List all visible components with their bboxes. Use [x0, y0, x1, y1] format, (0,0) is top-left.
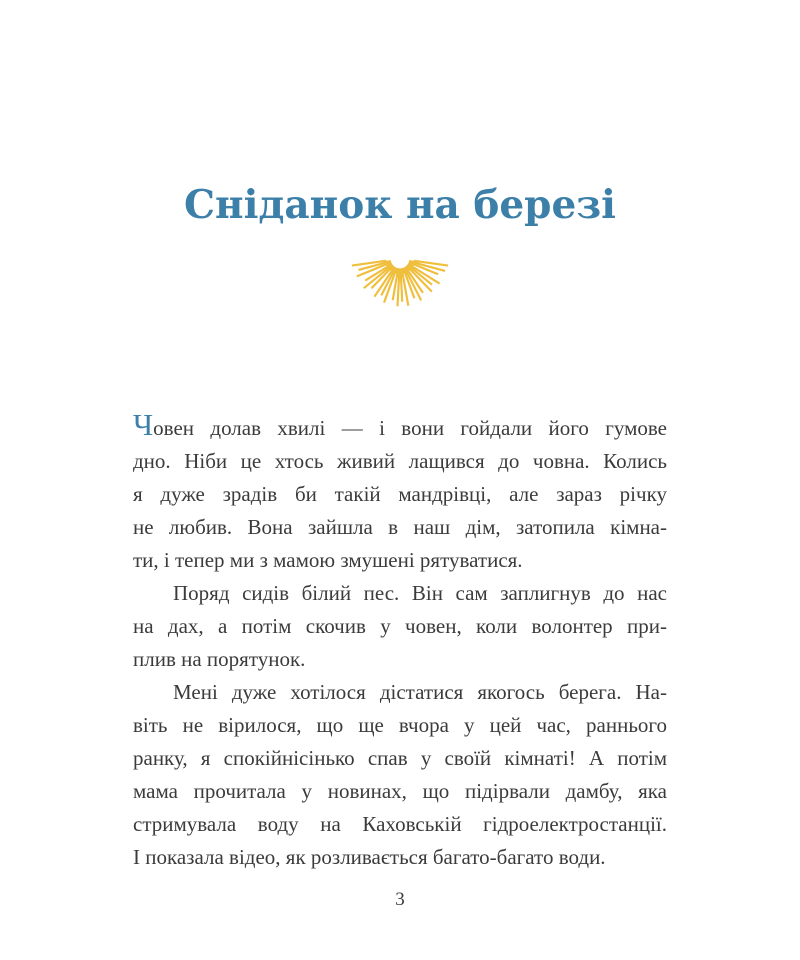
text-line: я дуже зрадів би такій мандрівці, але зараз річку [133, 482, 667, 506]
text-line: віть не вірилося, що ще вчора у цей час, раннього [133, 713, 667, 737]
text-line: Мені дуже хотілося дістатися якогось берега. На- [173, 680, 667, 704]
text-line: стримувала воду на Каховській гідроелектростанції. [133, 812, 667, 836]
story-paragraph [133, 407, 667, 577]
text-line: І показала відео, як розливається багато-багато води. [133, 845, 606, 869]
text-line: Човен долав хвилі — і вони гойдали його гумове [133, 407, 667, 442]
sun-rays-icon [344, 256, 456, 312]
text-line: плив на порятунок. [133, 647, 306, 671]
initial-letter: Ч [133, 407, 154, 442]
story-paragraph [133, 676, 667, 874]
text-line: на дах, а потім скочив у човен, коли волонтер при- [133, 614, 667, 638]
page-number: 3 [395, 889, 405, 910]
story-text [133, 407, 667, 874]
story-paragraph [133, 577, 667, 676]
text-line: ти, і тепер ми з мамою змушені рятуватися. [133, 548, 523, 572]
text-line: Поряд сидів білий пес. Він сам заплигнув до нас [173, 581, 667, 605]
text-line: мама прочитала у новинах, що підірвали дамбу, яка [133, 779, 667, 803]
chapter-title: Сніданок на березі [184, 182, 616, 228]
text-line: не любив. Вона зайшла в наш дім, затопила кімна- [133, 515, 667, 539]
text-line: ранку, я спокійнісінько спав у своїй кімнаті! А потім [133, 746, 667, 770]
text-line: дно. Ніби це хтось живий лащився до човна. Колись [133, 449, 667, 473]
